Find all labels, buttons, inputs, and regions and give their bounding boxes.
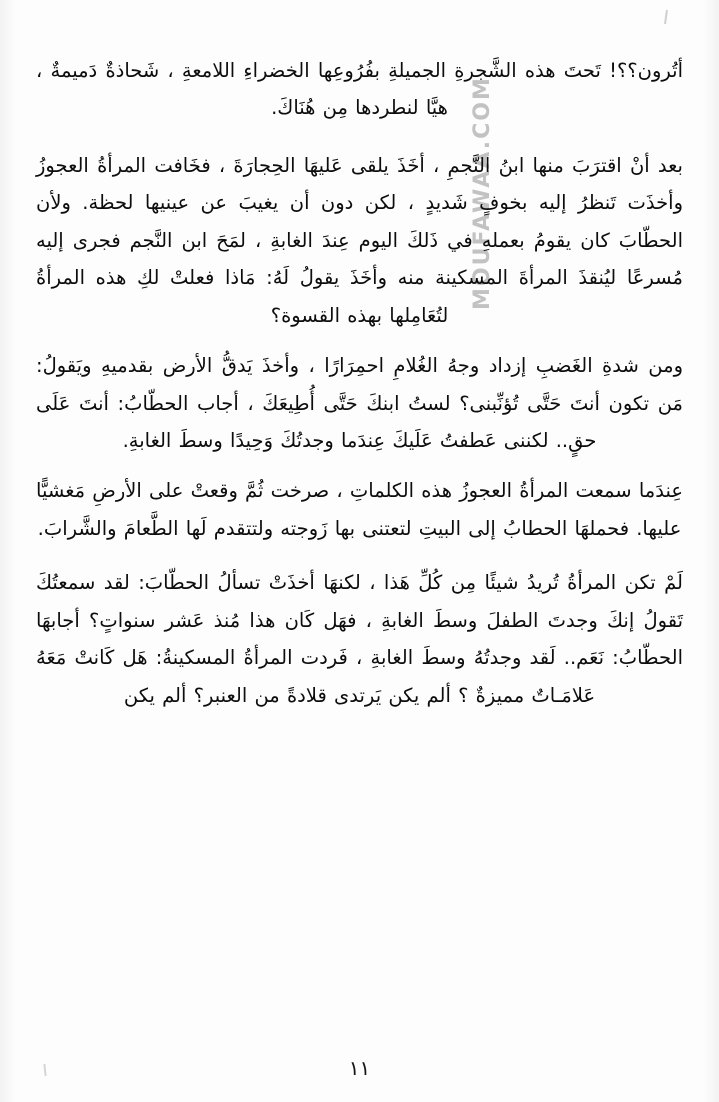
paragraph-3: ومن شدةِ الغَضبِ إزداد وجهُ الغُلامِ احمِرَارًا ، وأخذَ يَدقُّ الأرض بقدميهِ ويَقولُ: مَن تكون أنتَ حَتَّى تُؤنِّبنى؟ لستُ ابنكَ حَتَّى أُطِيعَكَ ، أجاب الحطّابُ: أنتَ عَلَى حقٍ.. لكننى عَطفتُ عَلَيكَ عِندَما وجدتُكَ وَحِيدًا وسطَ الغابةِ.	[36, 354, 683, 452]
paragraph-2: بعد أنْ اقترَبَ منها ابنُ النَّجمِ ، أخَذَ يلقى عَليهَا الحِجارَةَ ، فخَافت المرأةُ العجوزُ وأخذَت تَنظرُ إليه بخوفٍ شَديدٍ ، لكن دون أن يغيبَ عن عينيها لحظة. ولأن الحطّابَ كان يقومُ بعملهِ في ذَلكَ اليوم عِندَ الغابةِ ، لمَحَ ابن النَّجم فجرى إليه مُسرعًا ليُنقذَ المرأةَ المسكينة منه وأخَذَ يقولُ لَهُ: مَاذا فعلتْ لكِ هذه المرأةُ لتُعَامِلها بهذه القسوة؟	[36, 153, 683, 327]
page-edge-shadow-left	[0, 0, 16, 1102]
page-number: ١١	[348, 1056, 371, 1080]
watermark-text: MOUFAWAA.COM	[470, 76, 495, 310]
paragraph-1: أتُرون؟؟! تَحتَ هذه الشَّجرةِ الجميلةِ بفُرُوعِها الخضراءِ اللامعةِ ، شَحاذةٌ دَميمةٌ ، هيَّا لنطردها مِن هُنَاكَ.	[36, 59, 683, 120]
paragraph-4: عِندَما سمعت المرأةُ العجوزُ هذه الكلماتِ ، صرخت ثُمَّ وقعتْ على الأرضِ مَغشيًّا عليها. فحملهَا الحطابُ إلى البيتِ لتعتنى بها زَوجته ولتتقدم لَها الطَّعامَ والشَّرابَ.	[36, 479, 683, 540]
scan-artifact-top	[664, 10, 668, 24]
paragraph-5: لَمْ تكن المرأةُ تُريدُ شيئًا مِن كُلِّ هَذا ، لكنهَا أخذَتْ تسألُ الحطّابَ: لقد سمعتُكَ تَقولُ إنكَ وجدتَ الطفلَ وسطَ الغابةِ ، فهَل كَان هذا مُنذ عَشر سنواتٍ؟ أجابهَا الحطّابُ: نَعَم.. لَقد وجدتُهُ وسطَ الغابةِ ، فَردت المرأةُ المسكينةُ: هَل كَانتْ مَعَهُ عَلامَـاتٌ مميزةٌ ؟ ألم يكن يَرتدى قلادةً من العنبر؟ ألم يكن	[36, 571, 683, 707]
page-body	[36, 52, 683, 1042]
page-edge-shadow-right	[703, 0, 719, 1102]
